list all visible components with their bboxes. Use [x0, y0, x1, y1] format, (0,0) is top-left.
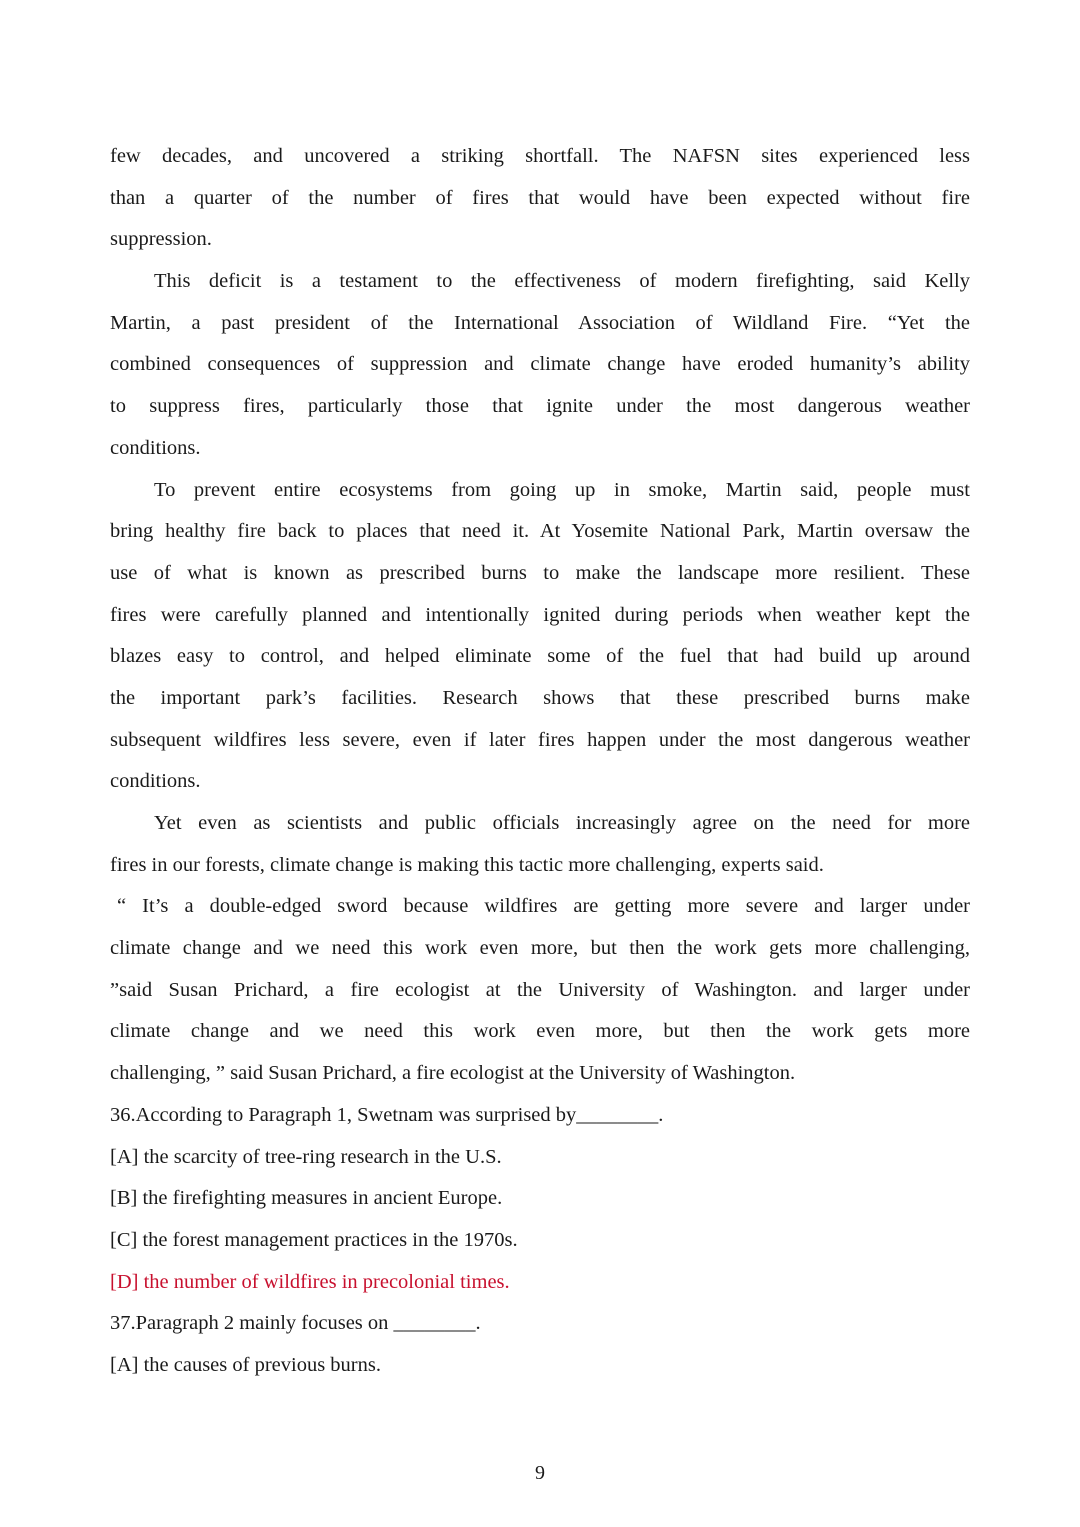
question-36-option-d-answer: [D] the number of wildfires in precolonial times.	[110, 1270, 510, 1293]
text-line: This deficit is a testament to the effectiveness of modern firefighting, said Kelly	[154, 270, 970, 293]
text-line: challenging, ” said Susan Prichard, a fire ecologist at the University of Washington.	[110, 1062, 796, 1085]
text-line: blazes easy to control, and helped eliminate some of the fuel that had build up around	[110, 645, 970, 668]
question-36-stem: 36.According to Paragraph 1, Swetnam was surprised by________.	[110, 1103, 664, 1126]
text-line: conditions.	[110, 436, 201, 459]
text-line: to suppress fires, particularly those that ignite under the most dangerous weather	[110, 395, 970, 418]
text-line: climate change and we need this work even more, but then the work gets more	[110, 1020, 970, 1043]
text-line: fires in our forests, climate change is making this tactic more challenging, experts said.	[110, 853, 824, 876]
text-line: climate change and we need this work even more, but then the work gets more challenging,	[110, 937, 970, 960]
text-line: use of what is known as prescribed burns to make the landscape more resilient. These	[110, 561, 970, 584]
text-line: Yet even as scientists and public officials increasingly agree on the need for more	[154, 812, 970, 834]
question-36-option-b: [B] the firefighting measures in ancient Europe.	[110, 1187, 503, 1210]
text-line: bring healthy fire back to places that need it. At Yosemite National Park, Martin oversaw the	[110, 520, 970, 543]
text-line: combined consequences of suppression and climate change have eroded humanity’s ability	[110, 353, 970, 376]
text-line: suppression.	[110, 228, 212, 251]
document-body	[110, 136, 970, 1387]
page-number: 9	[535, 1462, 545, 1484]
question-37-option-a: [A] the causes of previous burns.	[110, 1353, 381, 1376]
question-36-option-c: [C] the forest management practices in the 1970s.	[110, 1228, 518, 1251]
text-line: subsequent wildfires less severe, even if later fires happen under the most dangerous weather	[110, 728, 970, 751]
text-line: “ It’s a double-edged sword because wildfires are getting more severe and larger under	[117, 895, 970, 918]
question-37-stem: 37.Paragraph 2 mainly focuses on ________.	[110, 1312, 481, 1335]
text-line: To prevent entire ecosystems from going up in smoke, Martin said, people must	[154, 478, 970, 501]
text-line: conditions.	[110, 770, 201, 793]
text-line: ”said Susan Prichard, a fire ecologist at the University of Washington. and larger under	[110, 978, 970, 1001]
text-line: than a quarter of the number of fires that would have been expected without fire	[110, 186, 970, 209]
text-line: the important park’s facilities. Research shows that these prescribed burns make	[110, 686, 970, 709]
question-36-option-a: [A] the scarcity of tree-ring research in the U.S.	[110, 1145, 502, 1168]
text-line: few decades, and uncovered a striking shortfall. The NAFSN sites experienced less	[110, 145, 970, 167]
text-line: fires were carefully planned and intentionally ignited during periods when weather kept the	[110, 603, 970, 626]
text-line: Martin, a past president of the International Association of Wildland Fire. “Yet the	[110, 311, 970, 334]
